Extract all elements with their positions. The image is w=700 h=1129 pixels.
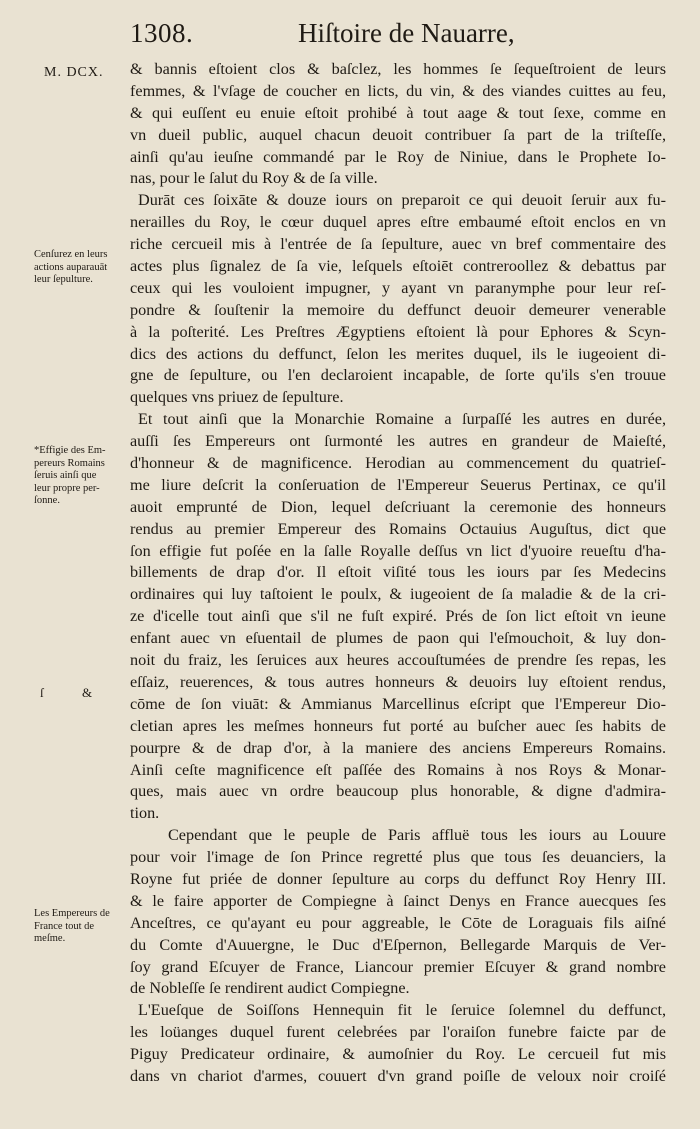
text-line: dans vn chariot d'armes, couuert d'vn grand poiſle de veloux noir croiſé: [130, 1066, 666, 1085]
margin-note-line: *Effigie des Em-: [34, 445, 106, 456]
text-line: les loüanges duquel furent celebrées par l'oraiſon funebre faicte par de: [130, 1023, 666, 1042]
text-line: ſoy grand Eſcuyer de France, Liancour premier Eſcuyer & grand nombre: [130, 957, 666, 976]
text-line: du Comte d'Auuergne, le Duc d'Eſpernon, Bellegarde Marquis de Ver-: [130, 935, 666, 954]
margin-note-line: Cenſurez en leurs: [34, 249, 108, 260]
text-line: ceux qui les vouloient impugner, y ayant vn paranymphe pour leur reſ-: [130, 278, 666, 297]
text-line: de Nobleſſe ſe rendirent audict Compiegne.: [130, 979, 410, 998]
text-line: Cependant que le peuple de Paris affluë tous les iours au Louure: [168, 826, 666, 845]
text-line: rendus au premier Empereur des Romains Octauius Auguſtus, dict que: [130, 519, 666, 538]
text-line: cletian apres les meſmes honneurs fut porté au buſcher auec ſes habits de: [130, 716, 666, 735]
text-line: ainſi qu'au ieuſne commandé par le Roy de Niniue, dans le Prophete Io-: [130, 147, 666, 166]
text-line: d'honneur & de magnificence. Herodian au commencement du quatrieſ-: [130, 454, 666, 473]
margin-note-line: leur propre per-: [34, 482, 100, 494]
text-line: Anceſtres, ce qu'ayant eu pour aggreable, le Cōte de Loraguais fils aiſné: [130, 913, 666, 932]
margin-mark: ſ: [40, 685, 44, 700]
text-line: eſſaiz, reuerences, & tous autres honneurs & deuoirs luy eſtoient rendus,: [130, 672, 666, 691]
text-line: dics des actions du deffunct, ſelon les merites duquel, ils le iugeoient di-: [130, 344, 666, 363]
margin-note-line: pereurs Romains: [34, 457, 105, 469]
text-line: Durāt ces ſoixāte & douze iours on preparoit ce qui deuoit ſeruir aux fu-: [138, 191, 666, 210]
text-line: pour voir l'image de ſon Prince regretté plus que tous ſes deuanciers, la: [130, 848, 666, 867]
text-line: quelques vns priuez de ſepulture.: [130, 388, 344, 407]
body-text: [130, 59, 666, 1088]
margin-mark: &: [82, 685, 93, 700]
page-number: 1308.: [130, 18, 194, 48]
text-line: cōme de ſon viuāt: & Ammianus Marcellinus eſcript que l'Empereur Dio-: [130, 694, 666, 713]
margin-note-empereurs: [34, 908, 129, 946]
text-line: pondre & ſouſtenir la memoire du deffunct deuoir demeurer venerable: [130, 300, 666, 319]
text-line: gne de ſepulture, ou l'en declaroient incapable, de ſorte qu'ils s'en trouue: [130, 366, 666, 385]
text-line: vn dueil public, auquel chacun deuoit contribuer ſa part de la triſteſſe,: [130, 125, 666, 144]
text-line: enfant auec vn eſuentail de plumes de paon qui l'eſmouchoit, & luy don-: [130, 629, 666, 648]
text-line: billements de drap d'or. Il eſtoit viſité tous les iours par ſes Medecins: [130, 563, 666, 582]
text-line: Ainſi ceſte magnificence eſt paſſée des Romains à nos Roys & Monar-: [130, 760, 666, 779]
year-marker: M. DCX.: [44, 65, 104, 80]
text-line: nerailles du Roy, le cœur duquel apres eſtre embaumé eſtoit enclos en vn: [130, 213, 666, 232]
text-line: Et tout ainſi que la Monarchie Romaine a ſurpaſſé les autres en durée,: [138, 410, 666, 429]
text-line: me liure deſcrit la conſeruation de l'Empereur Seuerus Pertinax, ce qu'il: [130, 475, 666, 494]
margin-note-line: actions auparauāt: [34, 261, 108, 273]
text-line: nas, pour le ſalut du Roy & de ſa ville.: [130, 169, 378, 188]
text-line: & bannis eſtoient clos & baſclez, les hommes ſe ſequeſtroient de leurs: [130, 60, 666, 78]
text-line: auſſi ſes Empereurs ont ſurmonté les autres en grandeur de Maieſté,: [130, 432, 666, 451]
margin-note-censure: [34, 249, 129, 287]
text-line: riche cercueil mis à l'entrée de ſa ſepulture, auec vn bref commentaire des: [130, 235, 666, 254]
margin-note-effigie: [34, 445, 129, 508]
text-line: pourpre & de drap d'or, à la maniere des anciens Empereurs Romains.: [130, 738, 666, 757]
running-title: Hiſtoire de Nauarre,: [298, 18, 515, 48]
text-line: ordinaires qui luy taſtoient le poulx, & iugeoient de ſa maladie & de la cri-: [130, 585, 666, 604]
margin-note-line: ſonne.: [34, 495, 60, 506]
text-line: tion.: [130, 804, 160, 823]
text-line: actes plus ſignalez de ſa vie, leſquels eſtoiēt contreroollez & debattus par: [130, 257, 666, 276]
text-line: L'Eueſque de Soiſſons Hennequin fit le ſeruice ſolemnel du deffunct,: [138, 1001, 666, 1020]
text-line: à la poſterité. Les Preſtres Ægyptiens eſtoient là pour Ephores & Scyn-: [130, 322, 666, 341]
text-line: & le faire apporter de Compiegne à ſainct Denys en France auecques ſes: [130, 891, 666, 910]
margin-note-line: meſme.: [34, 933, 66, 944]
margin-note-line: France tout de: [34, 920, 95, 932]
text-line: femmes, & l'vſage de coucher en licts, du vin, & des viandes cuittes au feu,: [130, 81, 666, 100]
text-line: Piguy Predicateur ordinaire, & aumoſnier du Roy. Le cercueil fut mis: [130, 1045, 666, 1064]
text-line: ques, mais auec vn ordre beaucoup plus honorable, & digne d'admira-: [130, 782, 666, 801]
text-line: auoit emprunté de Dion, lequel deſcriuant la ceremonie des honneurs: [130, 497, 666, 516]
text-line: Royne fut priée de donner ſepulture au corps du deffunct Roy Henry III.: [130, 869, 666, 888]
margin-note-line: ſeruis ainſi que: [34, 470, 97, 481]
margin-note-line: Les Empereurs de: [34, 908, 110, 919]
text-line: ſon effigie fut poſée en la ſalle Royalle deſſus vn lict d'yuoire reueſtu d'ha-: [130, 541, 666, 560]
text-line: noit du fraiz, les ſeruices aux heures accouſtumées de prendre ſes repas, les: [130, 651, 666, 670]
text-line: & qui euſſent eu enuie eſtoit prohibé à tout aage & tout ſexe, comme en: [130, 103, 666, 122]
margin-note-line: leur ſepulture.: [34, 274, 93, 285]
text-line: ze d'icelle tout ainſi que s'il ne fuſt expiré. Prés de ſon lict eſtoit vn ieune: [130, 607, 666, 626]
